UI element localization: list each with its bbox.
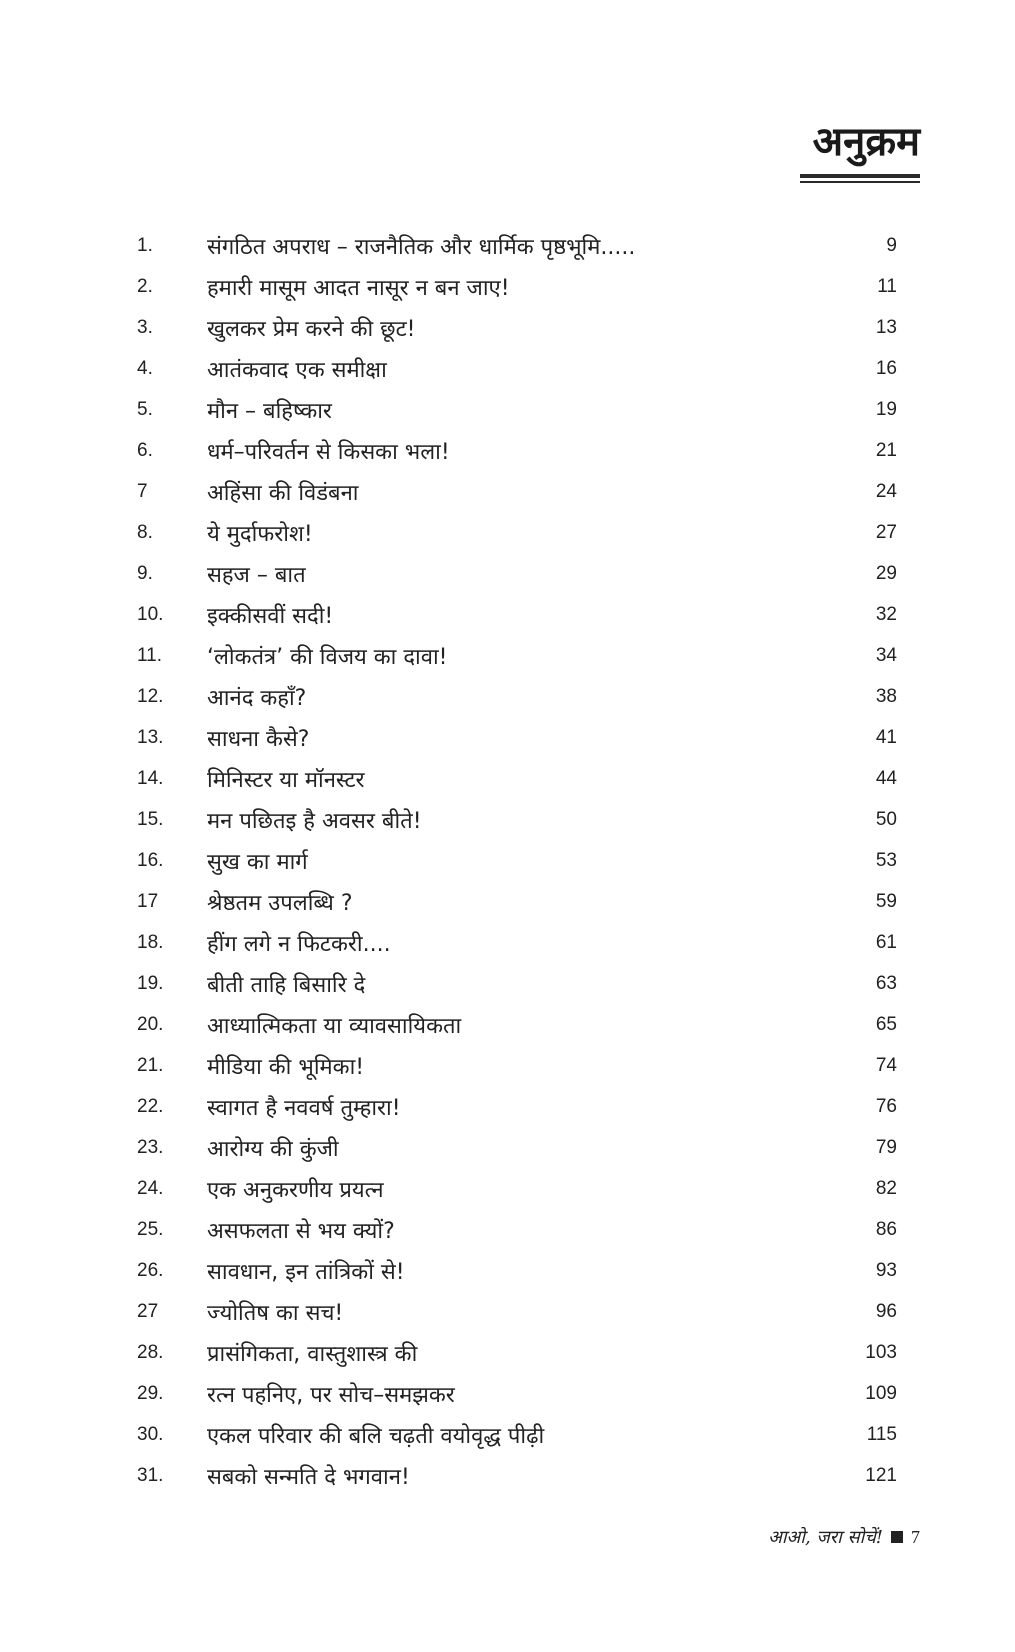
toc-entry <box>125 1209 905 1250</box>
toc-entry <box>125 1086 905 1127</box>
toc-entry-page: 59 <box>875 890 897 912</box>
toc-entry <box>125 799 905 840</box>
toc-entry <box>125 307 905 348</box>
toc-entry-title: सहज – बात <box>207 562 306 588</box>
toc-entry <box>125 1332 905 1373</box>
toc-entry <box>125 266 905 307</box>
toc-entry-number: 11. <box>137 644 163 666</box>
toc-entry <box>125 635 905 676</box>
toc-entry-page: 34 <box>875 644 897 666</box>
toc-entry <box>125 553 905 594</box>
toc-entry-title: मन पछितइ है अवसर बीते! <box>207 808 422 834</box>
toc-entry <box>125 1127 905 1168</box>
toc-entry-number: 24. <box>137 1177 164 1199</box>
toc-entry <box>125 471 905 512</box>
toc-entry-page: 93 <box>875 1259 897 1281</box>
toc-entry-number: 25. <box>137 1218 164 1240</box>
toc-entry-page: 79 <box>875 1136 897 1158</box>
toc-entry-page: 96 <box>875 1300 897 1322</box>
toc-entry-number: 9. <box>137 562 153 584</box>
toc-entry-number: 22. <box>137 1095 164 1117</box>
heading-block <box>790 112 920 183</box>
toc-entry-title: अहिंसा की विडंबना <box>207 480 359 506</box>
underline-thick <box>800 174 920 178</box>
toc-entry-number: 28. <box>137 1341 164 1363</box>
toc-entry-page: 44 <box>875 767 897 789</box>
toc-entry-page: 19 <box>875 398 897 420</box>
toc-entry-page: 65 <box>875 1013 897 1035</box>
toc-entry-number: 7 <box>137 480 148 502</box>
toc-entry-title: स्वागत है नववर्ष तुम्हारा! <box>207 1095 401 1121</box>
toc-entry-number: 4. <box>137 357 153 379</box>
toc-entry <box>125 430 905 471</box>
underline-thin <box>800 181 920 183</box>
toc-entry-number: 27 <box>137 1300 159 1322</box>
toc-entry <box>125 1168 905 1209</box>
page-footer <box>768 1525 920 1549</box>
toc-entry-page: 53 <box>875 849 897 871</box>
toc-entry-number: 10. <box>137 603 164 625</box>
toc-entry-title: प्रासंगिकता, वास्तुशास्त्र की <box>207 1341 418 1367</box>
toc-entry-number: 13. <box>137 726 164 748</box>
toc-entry <box>125 348 905 389</box>
toc-entry-title: आनंद कहाँ? <box>207 685 307 711</box>
square-bullet-icon <box>891 1531 903 1543</box>
toc-entry-number: 12. <box>137 685 164 707</box>
toc-entry-page: 27 <box>875 521 897 543</box>
toc-entry <box>125 922 905 963</box>
toc-entry-title: खुलकर प्रेम करने की छूट! <box>207 316 416 342</box>
toc-entry-number: 1. <box>137 234 153 256</box>
toc-entry-title: सुख का मार्ग <box>207 849 308 875</box>
toc-entry-page: 38 <box>875 685 897 707</box>
toc-entry-number: 30. <box>137 1423 164 1445</box>
toc-entry-title: एकल परिवार की बलि चढ़ती वयोवृद्ध पीढ़ी <box>207 1423 545 1449</box>
toc-entry-page: 74 <box>875 1054 897 1076</box>
toc-entry-title: धर्म–परिवर्तन से किसका भला! <box>207 439 450 465</box>
toc-entry-number: 21. <box>137 1054 164 1076</box>
toc-entry <box>125 758 905 799</box>
toc-entry-number: 2. <box>137 275 153 297</box>
toc-entry-number: 15. <box>137 808 164 830</box>
toc-entry-number: 23. <box>137 1136 164 1158</box>
footer-book-title: आओ, जरा सोचें! <box>768 1527 883 1548</box>
toc-entry <box>125 881 905 922</box>
toc-entry-title: इक्कीसवीं सदी! <box>207 603 334 629</box>
toc-entry-page: 103 <box>865 1341 897 1363</box>
toc-entry-title: ये मुर्दाफरोश! <box>207 521 313 547</box>
toc-entry-title: आरोग्य की कुंजी <box>207 1136 339 1162</box>
toc-entry-number: 18. <box>137 931 164 953</box>
toc-entry-page: 82 <box>875 1177 897 1199</box>
toc-entry <box>125 1414 905 1455</box>
toc-entry-page: 61 <box>875 931 897 953</box>
toc-entry-page: 24 <box>875 480 897 502</box>
toc-entry-page: 32 <box>875 603 897 625</box>
toc-entry-number: 5. <box>137 398 153 420</box>
toc-entry <box>125 1045 905 1086</box>
toc-entry-page: 115 <box>866 1423 897 1445</box>
toc-entry <box>125 1455 905 1496</box>
toc-entry-number: 31. <box>137 1464 164 1486</box>
toc-entry-page: 9 <box>886 234 897 256</box>
toc-entry-title: रत्न पहनिए, पर सोच–समझकर <box>207 1382 455 1408</box>
toc-entry <box>125 594 905 635</box>
toc-entry-number: 26. <box>137 1259 164 1281</box>
toc-entry-page: 121 <box>865 1464 897 1486</box>
toc-entry-page: 76 <box>875 1095 897 1117</box>
toc-entry-number: 19. <box>137 972 164 994</box>
toc-entry-title: सबको सन्मति दे भगवान! <box>207 1464 410 1490</box>
page-heading: अनुक्रम <box>812 119 920 165</box>
toc-entry-title: असफलता से भय क्यों? <box>207 1218 395 1244</box>
toc-entry-page: 63 <box>875 972 897 994</box>
toc-entry-title: हींग लगे न फिटकरी.... <box>207 931 391 957</box>
toc-entry-title: मीडिया की भूमिका! <box>207 1054 365 1080</box>
toc-entry <box>125 717 905 758</box>
toc-entry <box>125 389 905 430</box>
toc-entry-number: 3. <box>137 316 153 338</box>
toc-entry-page: 16 <box>875 357 897 379</box>
toc-entry <box>125 1373 905 1414</box>
toc-entry <box>125 840 905 881</box>
toc-entry-title: श्रेष्ठतम उपलब्धि ? <box>207 890 353 916</box>
toc-entry-title: बीती ताहि बिसारि दे <box>207 972 366 998</box>
toc-entry <box>125 512 905 553</box>
toc-entry-number: 14. <box>137 767 164 789</box>
toc-entry-title: एक अनुकरणीय प्रयत्न <box>207 1177 384 1203</box>
toc-entry-page: 86 <box>875 1218 897 1240</box>
toc-entry-page: 29 <box>875 562 897 584</box>
toc-entry-number: 20. <box>137 1013 164 1035</box>
toc-entry-page: 50 <box>875 808 897 830</box>
toc-entry-page: 41 <box>875 726 897 748</box>
toc-entry-page: 109 <box>865 1382 897 1404</box>
toc-entry-number: 8. <box>137 521 153 543</box>
toc-entry-page: 13 <box>875 316 897 338</box>
heading-underline <box>800 174 920 183</box>
toc-entry <box>125 963 905 1004</box>
toc-entry-number: 29. <box>137 1382 164 1404</box>
toc-entry-title: हमारी मासूम आदत नासूर न बन जाए! <box>207 275 510 301</box>
toc-entry <box>125 1250 905 1291</box>
toc-entry-title: ‘लोकतंत्र’ की विजय का दावा! <box>207 644 448 670</box>
toc-entry-page: 11 <box>877 275 897 297</box>
toc-entry <box>125 1004 905 1045</box>
toc-entry-title: आध्यात्मिकता या व्यावसायिकता <box>207 1013 462 1039</box>
toc-entry-title: मिनिस्टर या मॉनस्टर <box>207 767 365 793</box>
footer-page-number: 7 <box>911 1526 920 1547</box>
toc-entry-page: 21 <box>875 439 897 461</box>
toc-entry <box>125 1291 905 1332</box>
toc-entry-number: 17 <box>137 890 159 912</box>
toc-entry-title: संगठित अपराध – राजनैतिक और धार्मिक पृष्ठभूमि..... <box>207 234 636 260</box>
toc-entry-title: सावधान, इन तांत्रिकों से! <box>207 1259 405 1285</box>
toc-entry-title: आतंकवाद एक समीक्षा <box>207 357 387 383</box>
table-of-contents <box>125 225 905 1496</box>
toc-entry-number: 6. <box>137 439 153 461</box>
toc-entry <box>125 676 905 717</box>
toc-entry-title: ज्योतिष का सच! <box>207 1300 344 1326</box>
toc-entry-title: साधना कैसे? <box>207 726 310 752</box>
toc-entry-number: 16. <box>137 849 164 871</box>
toc-entry <box>125 225 905 266</box>
toc-entry-title: मौन – बहिष्कार <box>207 398 332 424</box>
